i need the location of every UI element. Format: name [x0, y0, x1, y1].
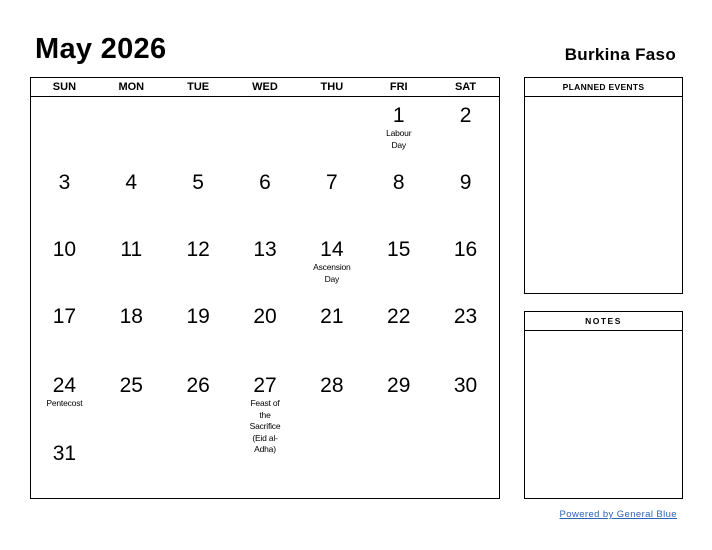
holiday-label: Feast of the Sacrifice (Eid al-Adha) [249, 398, 281, 454]
day-cell [432, 298, 499, 367]
day-number: 21 [320, 305, 344, 328]
day-number: 24 [52, 374, 77, 397]
weekday-sun: SUN [52, 81, 77, 93]
day-number: 31 [52, 442, 77, 465]
day-number: 26 [186, 374, 210, 397]
day-number: 9 [459, 171, 472, 194]
day-cell [432, 231, 499, 298]
weekday-sat: SAT [454, 81, 477, 93]
day-cell [432, 367, 499, 435]
holiday-label: Pentecost [46, 398, 83, 408]
day-cell [298, 164, 365, 231]
notes-title: NOTES [525, 312, 682, 331]
day-cell [298, 298, 365, 367]
country-name: Burkina Faso [564, 45, 676, 64]
day-cell [232, 298, 299, 367]
notes-panel [524, 311, 683, 499]
weekday-header-row [31, 78, 499, 97]
day-number: 23 [453, 305, 478, 328]
day-number: 5 [192, 171, 204, 194]
day-cell [232, 164, 299, 231]
weekday-tue: TUE [187, 81, 210, 93]
day-cell [298, 97, 365, 164]
day-cell [432, 164, 499, 231]
day-cell [232, 231, 299, 298]
day-cell [31, 298, 98, 367]
day-number: 2 [459, 104, 472, 127]
day-cell [98, 164, 165, 231]
calendar-days [31, 97, 499, 498]
day-number: 19 [186, 305, 210, 328]
day-cell [365, 231, 432, 298]
day-cell [365, 298, 432, 367]
day-number: 28 [320, 374, 344, 397]
day-cell [165, 435, 232, 498]
day-number: 15 [387, 238, 411, 261]
day-number: 29 [387, 374, 411, 397]
day-cell [98, 367, 165, 435]
day-cell [298, 435, 365, 498]
calendar-grid [30, 77, 500, 499]
day-cell [365, 164, 432, 231]
day-cell [365, 97, 432, 164]
day-number: 7 [326, 171, 338, 194]
planned-events-title: PLANNED EVENTS [525, 78, 682, 97]
day-number: 1 [392, 104, 405, 127]
holiday-label: Labour Day [386, 128, 412, 150]
weekday-thu: THU [320, 81, 344, 93]
day-cell [98, 435, 165, 498]
day-cell [298, 231, 365, 298]
day-cell [31, 435, 98, 498]
day-number: 16 [453, 238, 478, 261]
powered-by-link[interactable]: Powered by General Blue [559, 509, 677, 520]
holiday-label: Ascension Day [313, 262, 351, 284]
weekday-fri: FRI [389, 81, 408, 93]
day-number: 14 [320, 238, 344, 261]
day-number: 22 [387, 305, 411, 328]
day-cell [232, 367, 299, 454]
day-number: 18 [119, 305, 143, 328]
planned-events-panel [524, 77, 683, 294]
day-cell [31, 367, 98, 435]
day-number: 12 [186, 238, 210, 261]
day-number: 17 [52, 305, 77, 328]
day-cell [165, 231, 232, 298]
day-cell [365, 435, 432, 498]
day-cell [432, 97, 499, 164]
day-cell [165, 298, 232, 367]
day-cell [31, 164, 98, 231]
day-number: 25 [119, 374, 143, 397]
day-cell [98, 298, 165, 367]
day-number: 10 [52, 238, 77, 261]
weekday-wed: WED [252, 81, 278, 93]
day-number: 20 [253, 305, 277, 328]
day-cell [98, 97, 165, 164]
day-cell [298, 367, 365, 435]
day-cell [31, 231, 98, 298]
day-number: 4 [125, 171, 138, 194]
day-cell [165, 164, 232, 231]
day-number: 8 [392, 171, 405, 194]
day-number: 30 [453, 374, 478, 397]
day-cell [232, 97, 299, 164]
day-number: 3 [58, 171, 71, 194]
weekday-mon: MON [118, 81, 145, 93]
day-cell [98, 231, 165, 298]
day-cell [365, 367, 432, 435]
day-cell [232, 435, 299, 498]
day-number: 6 [259, 171, 271, 194]
page-title: May 2026 [35, 33, 167, 65]
day-number: 11 [120, 238, 143, 261]
day-number: 27 [253, 374, 277, 397]
day-cell [165, 367, 232, 435]
day-cell [432, 435, 499, 498]
day-cell [165, 97, 232, 164]
day-cell [31, 97, 98, 164]
day-number: 13 [253, 238, 277, 261]
